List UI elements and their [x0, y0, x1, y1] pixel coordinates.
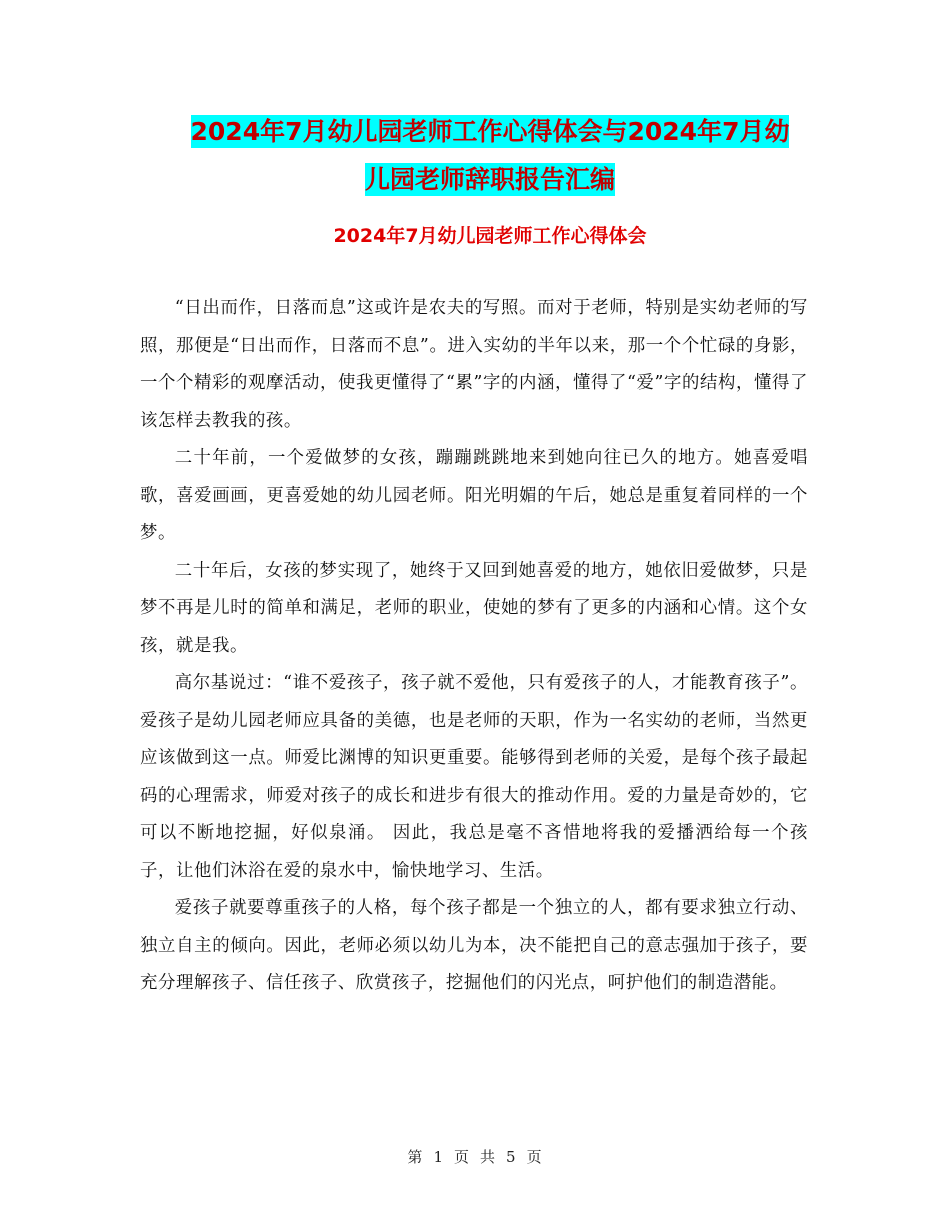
page-footer — [0, 1146, 950, 1168]
footer-of-label: 共 — [480, 1148, 497, 1166]
page-number-current: 1 — [433, 1148, 444, 1166]
footer-suffix: 页 — [526, 1148, 543, 1166]
document-title — [140, 108, 840, 204]
section-title: 2024年7月幼儿园老师工作心得体会 — [333, 225, 647, 247]
footer-prefix: 第 — [407, 1148, 424, 1166]
document-title-line1: 2024年7月幼儿园老师工作心得体会与2024年7月幼 — [190, 117, 790, 146]
body-text — [140, 290, 808, 1003]
footer-middle: 页 — [453, 1148, 470, 1166]
paragraph: “日出而作，日落而息”这或许是农夫的写照。而对于老师，特别是实幼老师的写照，那便是“日出而作，日落而不息”。进入实幼的半年以来，那一个个忙碌的身影，一个个精彩的观摩活动，使我更懂得了“累”字的内涵，懂得了“爱”字的结构，懂得了该怎样去教我的孩。 — [140, 298, 808, 431]
paragraph: 爱孩子就要尊重孩子的人格，每个孩子都是一个独立的人，都有要求独立行动、独立自主的倾向。因此，老师必须以幼儿为本，决不能把自己的意志强加于孩子，要充分理解孩子、信任孩子、欣赏孩子，挖掘他们的闪光点，呵护他们的制造潜能。 — [140, 898, 808, 993]
document-title-line2: 儿园老师辞职报告汇编 — [364, 165, 615, 194]
page-number-total: 5 — [506, 1148, 517, 1166]
paragraph: 二十年后，女孩的梦实现了，她终于又回到她喜爱的地方，她依旧爱做梦，只是梦不再是儿时的简单和满足，老师的职业，使她的梦有了更多的内涵和心情。这个女孩，就是我。 — [140, 560, 808, 656]
paragraph: 高尔基说过：“谁不爱孩子，孩子就不爱他，只有爱孩子的人，才能教育孩子”。爱孩子是幼儿园老师应具备的美德，也是老师的天职，作为一名实幼的老师，当然更应该做到这一点。师爱比渊博的知识更重要。能够得到老师的关爱，是每个孩子最起码的心理需求，师爱对孩子的成长和进步有很大的推动作用。爱的力量是奇妙的，它可以不断地挖掘，好似泉涌。 因此，我总是毫不吝惜地将我的爱播洒给每一个孩子，让他们沐浴在爱的泉水中，愉快地学习、生活。 — [140, 673, 808, 881]
paragraph: 二十年前，一个爱做梦的女孩，蹦蹦跳跳地来到她向往已久的地方。她喜爱唱歌，喜爱画画，更喜爱她的幼儿园老师。阳光明媚的午后，她总是重复着同样的一个梦。 — [140, 448, 808, 543]
